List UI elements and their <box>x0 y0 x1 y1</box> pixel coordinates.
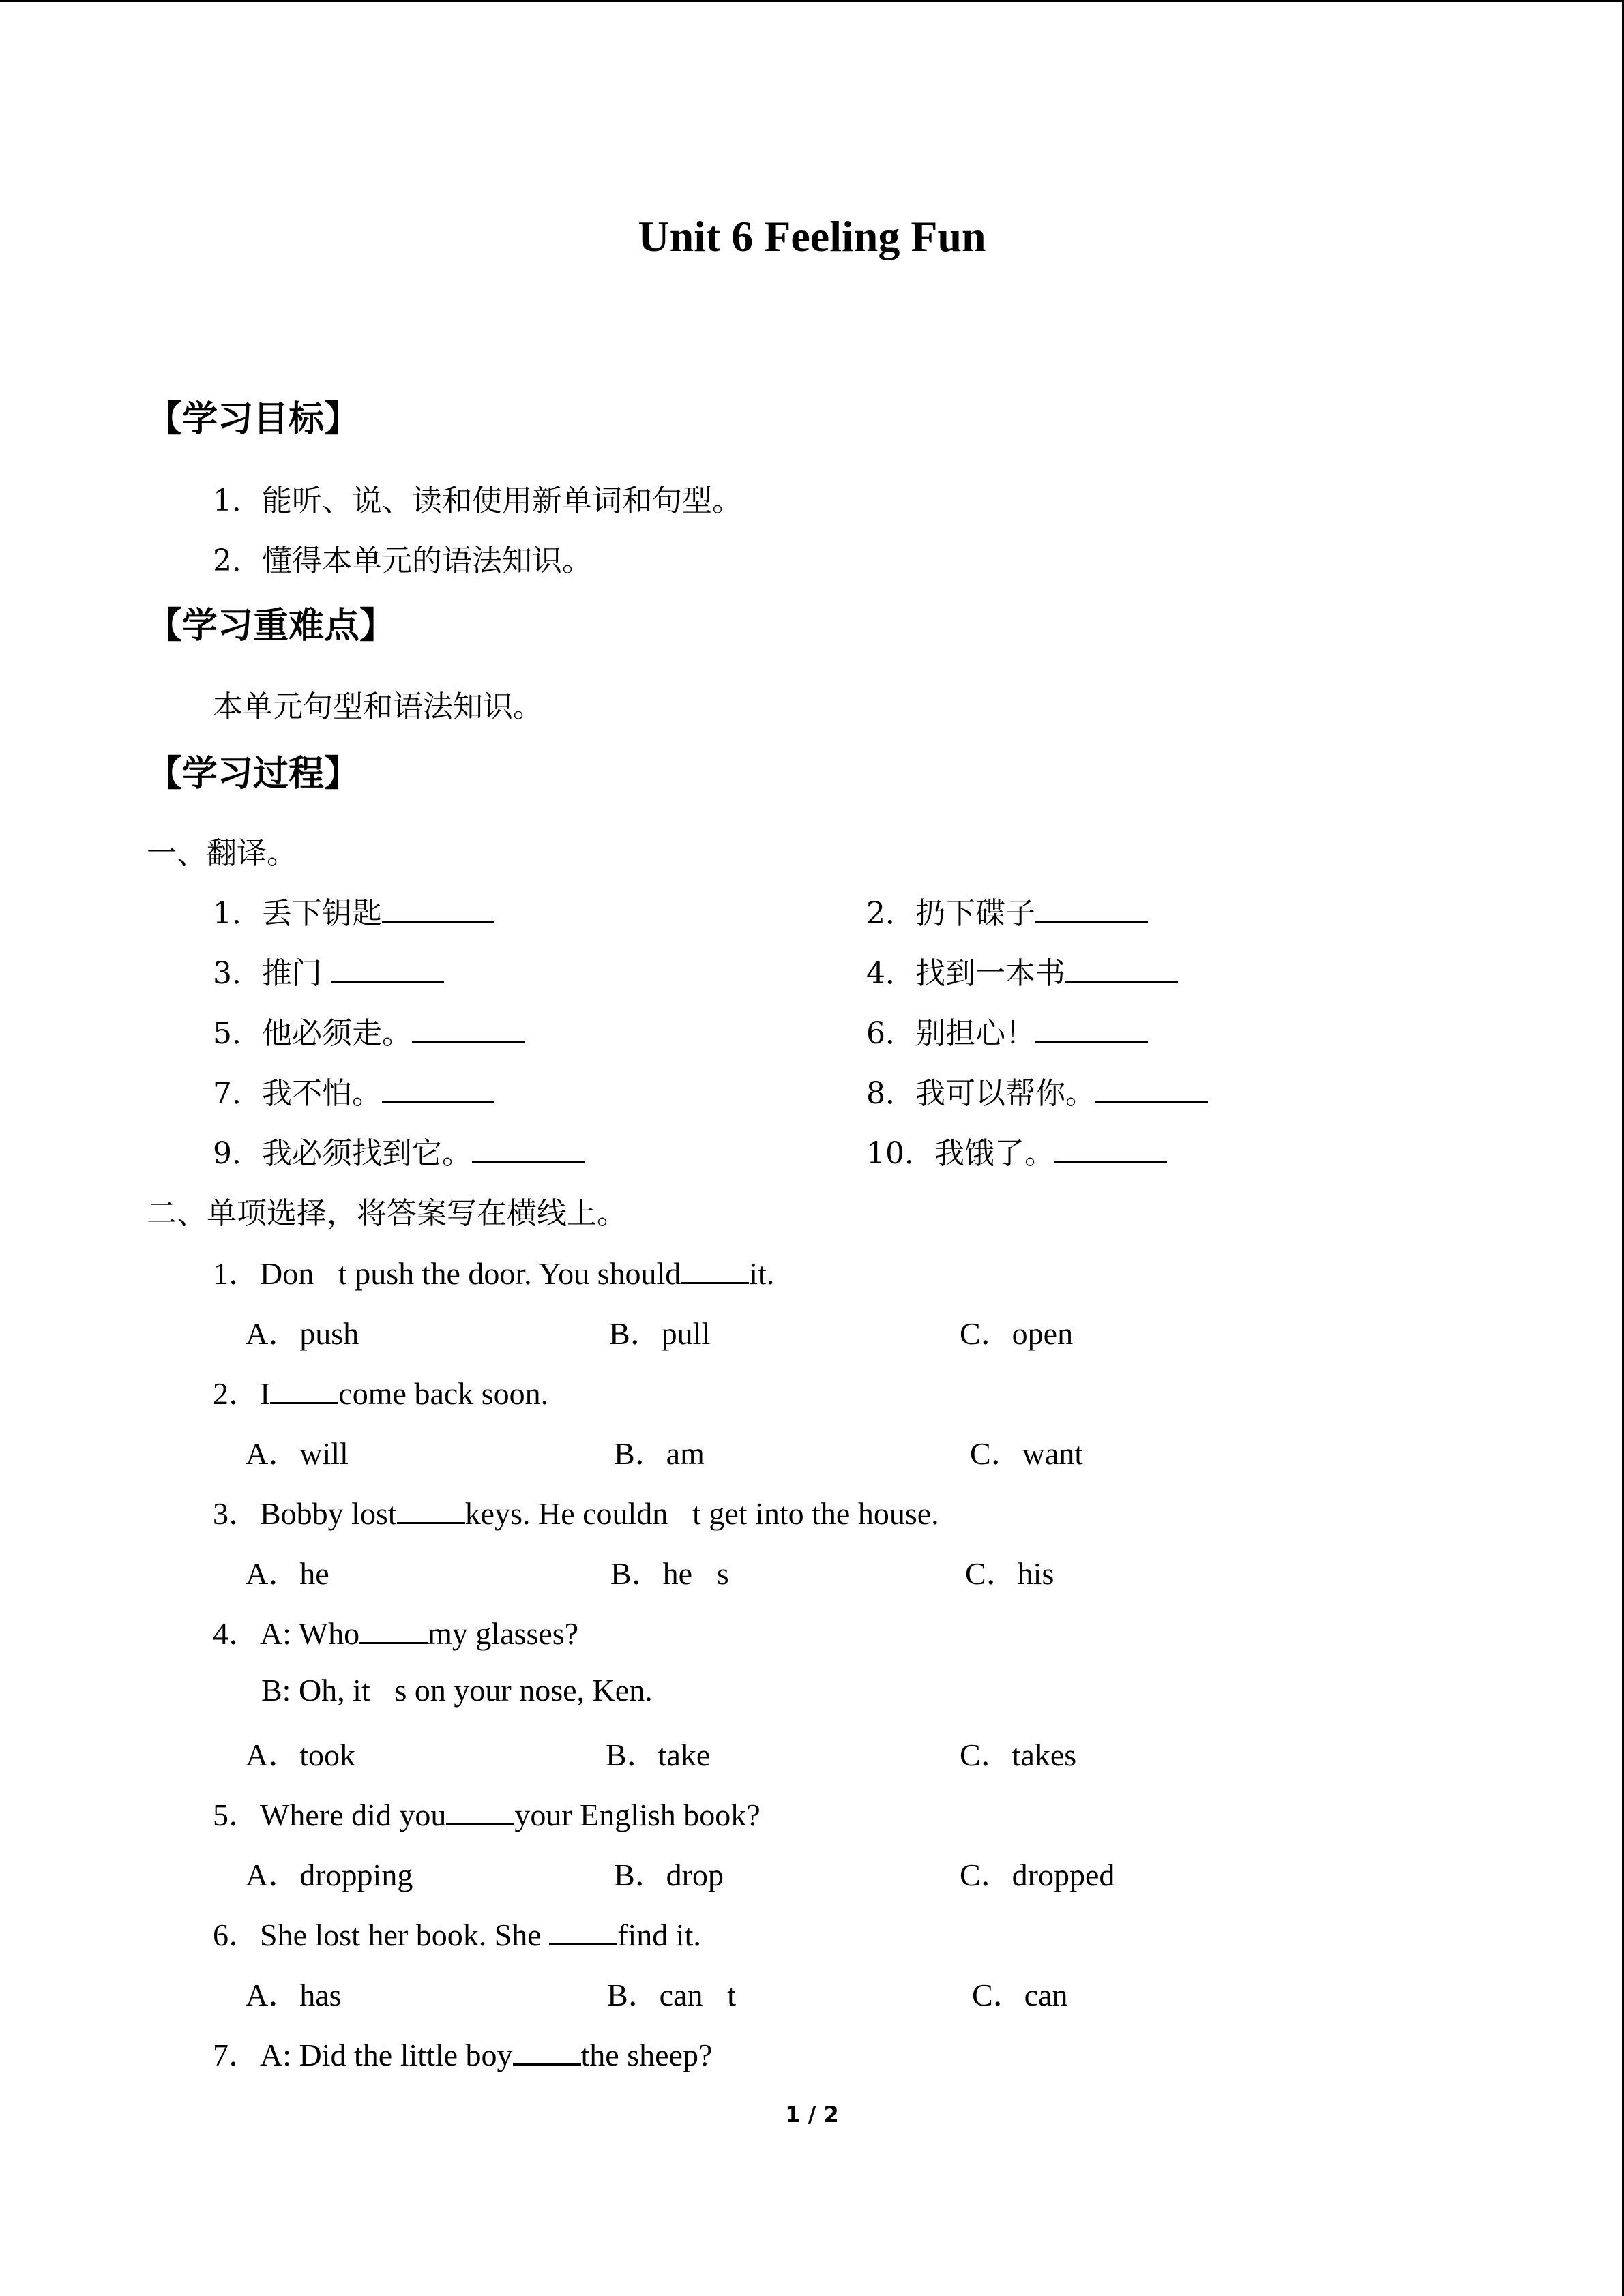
choice-heading: 二、单项选择，将答案写在横线上。 <box>147 1196 627 1231</box>
question-3: 3．Bobby lost keys. He couldn t get into the house. <box>213 1496 939 1531</box>
answer-blank[interactable] <box>1035 1014 1148 1043</box>
option-c: C．can <box>972 1978 1068 2012</box>
option-b: B．am <box>614 1436 705 1471</box>
translation-item: 6．别担心！ <box>866 1009 1148 1052</box>
translation-item: 8．我可以帮你。 <box>866 1069 1208 1112</box>
translation-item: 9．我必须找到它。 <box>213 1129 585 1172</box>
question-5: 5．Where did you your English book? <box>213 1798 761 1832</box>
key-points-text: 本单元句型和语法知识。 <box>213 689 543 724</box>
translation-item: 3．推门 <box>213 949 444 992</box>
answer-blank[interactable] <box>382 1074 494 1103</box>
key-points-heading: 【学习重难点】 <box>147 606 396 646</box>
objective-item: 1．能听、说、读和使用新单词和句型。 <box>213 483 742 518</box>
question-2: 2．I come back soon. <box>213 1376 549 1411</box>
answer-blank[interactable] <box>270 1375 338 1404</box>
option-a: A．took <box>246 1738 355 1772</box>
question-7: 7．A: Did the little boy the sheep? <box>213 2038 713 2072</box>
option-b: B．he s <box>610 1556 729 1591</box>
page-title: Unit 6 Feeling Fun <box>638 212 986 260</box>
option-b: B．take <box>606 1738 711 1772</box>
option-a: A．he <box>246 1556 329 1591</box>
answer-blank[interactable] <box>412 1014 525 1043</box>
question-6: 6．She lost her book. She find it. <box>213 1918 701 1952</box>
answer-blank[interactable] <box>1054 1134 1167 1163</box>
answer-blank[interactable] <box>382 894 494 923</box>
option-a: A．push <box>246 1316 359 1351</box>
answer-blank[interactable] <box>331 954 444 983</box>
option-c: C．his <box>965 1556 1054 1591</box>
option-b: B．pull <box>609 1316 711 1351</box>
answer-blank[interactable] <box>472 1134 585 1163</box>
option-c: C．open <box>960 1316 1074 1351</box>
translation-item: 4．找到一本书 <box>866 949 1178 992</box>
question-4-line-2: B: Oh, it s on your nose, Ken. <box>261 1673 653 1708</box>
objective-item: 2．懂得本单元的语法知识。 <box>213 543 592 578</box>
objectives-heading: 【学习目标】 <box>147 399 360 440</box>
answer-blank[interactable] <box>446 1796 514 1825</box>
translation-item: 2．扔下碟子 <box>866 889 1148 932</box>
process-heading: 【学习过程】 <box>147 754 360 794</box>
question-4: 4．A: Who my glasses? <box>213 1616 579 1651</box>
answer-blank[interactable] <box>1065 954 1178 983</box>
page-number: 1 / 2 <box>785 2102 839 2128</box>
option-a: A．will <box>246 1436 349 1471</box>
answer-blank[interactable] <box>1035 894 1148 923</box>
answer-blank[interactable] <box>397 1495 465 1524</box>
option-a: A．has <box>246 1978 342 2012</box>
translation-item: 5．他必须走。 <box>213 1009 525 1052</box>
translation-item: 10．我饿了。 <box>866 1129 1167 1172</box>
translation-item: 1．丢下钥匙 <box>213 889 494 932</box>
answer-blank[interactable] <box>1095 1074 1208 1103</box>
answer-blank[interactable] <box>549 1916 617 1945</box>
option-b: B．can t <box>607 1978 737 2012</box>
option-c: C．dropped <box>960 1858 1115 1892</box>
option-c: C．takes <box>960 1738 1077 1772</box>
answer-blank[interactable] <box>513 2036 581 2066</box>
option-a: A．dropping <box>246 1858 413 1892</box>
option-b: B．drop <box>614 1858 724 1892</box>
translation-heading: 一、翻译。 <box>147 836 297 871</box>
option-c: C．want <box>970 1436 1084 1471</box>
answer-blank[interactable] <box>359 1615 428 1644</box>
translation-item: 7．我不怕。 <box>213 1069 494 1112</box>
answer-blank[interactable] <box>681 1255 749 1284</box>
question-1: 1．Don t push the door. You should it. <box>213 1256 775 1291</box>
